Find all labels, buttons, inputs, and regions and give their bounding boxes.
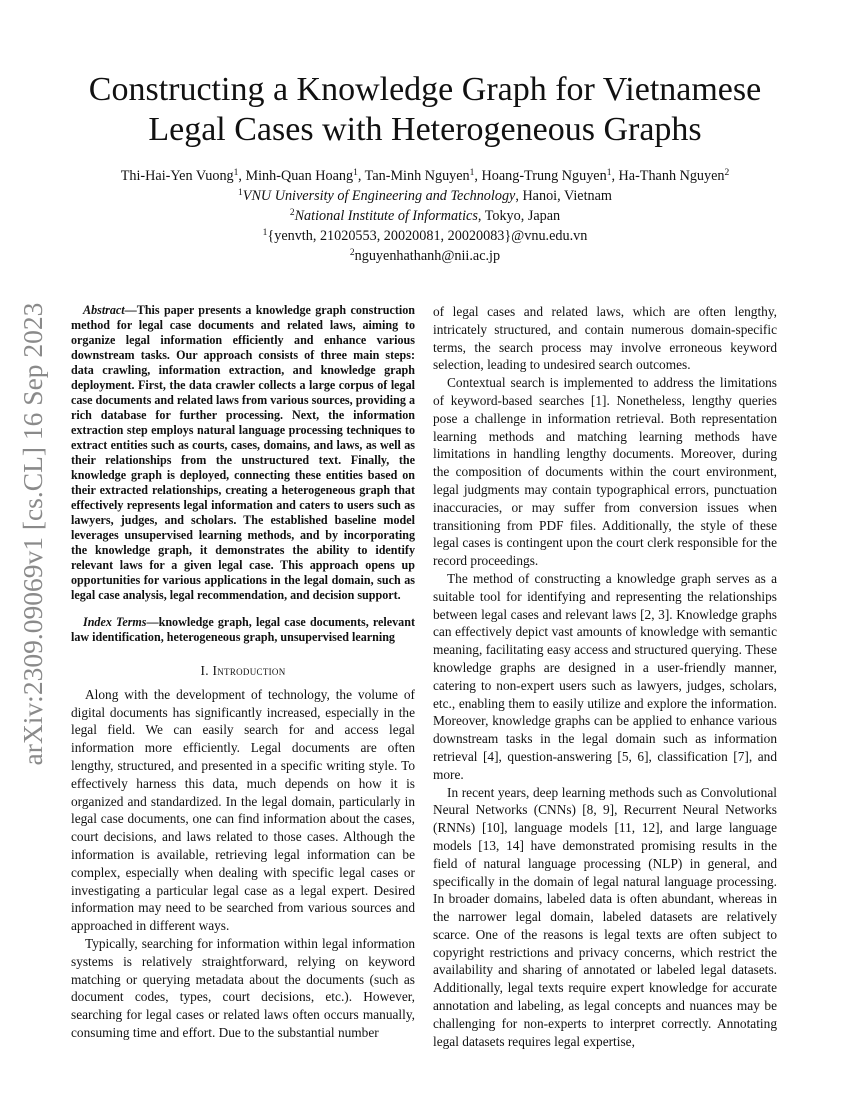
affiliation-mark: 2 [289,208,295,218]
affiliation-location: , Hanoi, Vietnam [515,188,612,204]
author-affil-mark: 1 [469,168,475,178]
body-paragraph: Typically, searching for information within legal information systems is relatively straightforward, relying on keyword matching or querying metadata about the documents (such as document codes, types, court decisions, etc.). However, searching for legal cases or related laws often occurs manually, consuming time and effort. Due to the substantial number [71,935,415,1040]
index-terms-paragraph [71,615,415,645]
author-affil-mark: 1 [233,168,239,178]
author-name: Hoang-Trung Nguyen [481,168,607,184]
affiliation-institution: National Institute of Informatics [294,208,478,224]
affiliation-mark: 1 [238,188,243,198]
email-address: {yenvth, 21020553, 20020081, 20020083}@vnu.edu.vn [267,228,588,244]
section-heading: I. Introduction [200,663,286,678]
abstract-paragraph [71,303,415,603]
index-terms-text: —knowledge graph, legal case documents, relevant law identification, heterogeneous graph, unsupervised learning [71,615,415,644]
body-paragraph: Contextual search is implemented to address the limitations of keyword-based searches [1]. Nonetheless, lengthy queries pose a challenge in information retrieval. Both representation learning methods and matching learning methods have limitations in handling lengthy documents. Moreover, during the composition of documents within the court environment, legal judgments may contain typographical errors, punctuation inaccuracies, or may suffer from conversion issues when transitioning from PDF files. Additionally, the style of these legal cases is contingent upon the court clerk responsible for the record proceedings. [433,375,777,569]
affiliation-institution: VNU University of Engineering and Technology [242,188,516,204]
email-mark: 2 [349,248,355,258]
email-mark: 1 [262,228,268,238]
abstract-label: Abstract [83,303,125,317]
email-1 [40,226,810,246]
abstract-text: —This paper presents a knowledge graph construction method for legal case documents and related laws, aiming to organize legal information efficiently and enhance various downstream tasks. Our approach consists of three main steps: data crawling, information extraction, and knowledge graph deployment. First, the data crawler collects a large corpus of legal case documents and related laws from various sources, providing a rich database for further processing. Next, the information extraction step employs natural language processing techniques to extract entities such as courts, cases, domains, and laws, as well as their relationships from the unstructured text. Finally, the knowledge graph is deployed, connecting these entities based on their extracted relationships, creating a heterogeneous graph that effectively represents legal information and caters to users such as lawyers, judges, and scholars. The established baseline model leverages unsupervised learning methods, and by incorporating the knowledge graph, it demonstrates the ability to identify relevant laws for a given legal case. This approach opens up opportunities for various applications in the legal domain, such as legal case analysis, legal recommendation, and decision support. [71,303,415,602]
affiliation-location: , Tokyo, Japan [477,208,561,224]
author-list: Thi-Hai-Yen Vuong$^1$, Minh-Quan Hoang$^1$, Tan-Minh Nguyen$^1$, Hoang-Trung Nguyen$^1$, Ha-Thanh Nguyen$^2$ [120,168,730,184]
body-paragraph: of legal cases and related laws, which are often lengthy, intricately structured, and contain numerous domain-specific terms, the search process may involve erroneous keyword selection, leading to undesired search outcomes. [433,304,777,373]
index-terms-label: Index Terms [83,615,147,629]
paper-title [60,70,790,150]
author-affil-mark: 2 [724,168,730,178]
body-paragraph: In recent years, deep learning methods such as Convolutional Neural Networks (CNNs) [8, 9], Recurrent Neural Networks (RNNs) [10], language models [11, 12], and large language models [13, 14] have demonstrated promising results in the field of natural language processing (NLP) in general, and specifically in the domain of legal natural language processing. In broader domains, labeled data is often abundant, whereas in the narrower legal domain, labeled datasets are relatively scarce. One of the reasons is legal texts are often subject to copyright restrictions and privacy concerns, which restrict the availability and sharing of annotated or labeled legal datasets. Additionally, legal texts require expert knowledge for accurate annotation and labeling, as legal concepts and nuances may be challenging for non-experts to interpret correctly. Annotating legal datasets requires legal expertise, [433,784,777,1049]
author-name: Thi-Hai-Yen Vuong [120,168,234,184]
author-name: Tan-Minh Nguyen [364,168,470,184]
right-column [433,303,777,1050]
author-name: Minh-Quan Hoang [245,168,354,184]
left-column [71,303,415,1042]
author-affil-mark: 1 [606,168,612,178]
body-paragraph: The method of constructing a knowledge graph serves as a suitable tool for identifying and representing the relationships between legal cases and relevant laws [2, 3]. Knowledge graphs can effectively depict vast amounts of knowledge with semantic meaning, facilitating easy access and structured querying. These knowledge graphs are designed in a user-friendly manner, catering to non-expert users such as lawyers, judges, scholars, etc., enabling them to easily utilize and explore the information. Moreover, knowledge graphs can be applied to enhance various downstream tasks in the legal domain such as information retrieval [4], question-answering [5, 6], classification [7], and more. [433,570,777,782]
body-paragraph: Along with the development of technology, the volume of digital documents has significantly increased, especially in the legal field. We can easily search for and access legal information more efficiently. Legal documents are often lengthy, structured, and presented in a specific writing style. To effectively harness this data, much depends on how it is organized and standardized. In the legal domain, particularly in legal case documents, one can find information about the cases, court decisions, and laws related to those cases. Although the information is available, retrieving legal information can be complex, especially when dealing with specific legal cases or investigating a particular legal case as a legal expert. Desired information may need to be searched from various sources and approached in different ways. [71,686,415,934]
email-address: nguyenhathanh@nii.ac.jp [354,248,501,264]
title-line-1: Constructing a Knowledge Graph for Vietnamese [88,71,762,108]
author-affil-mark: 1 [353,168,358,178]
author-block [40,166,810,266]
index-terms [71,615,415,645]
title-line-2: Legal Cases with Heterogeneous Graphs [148,111,702,148]
affiliation-2 [40,206,810,226]
affiliation-1 [40,186,810,206]
author-name: Ha-Thanh Nguyen [618,168,725,184]
abstract [71,303,415,603]
arxiv-identifier-stamp: arXiv:2309.09069v1 [cs.CL] 16 Sep 2023 [17,302,48,766]
email-2 [40,246,810,266]
